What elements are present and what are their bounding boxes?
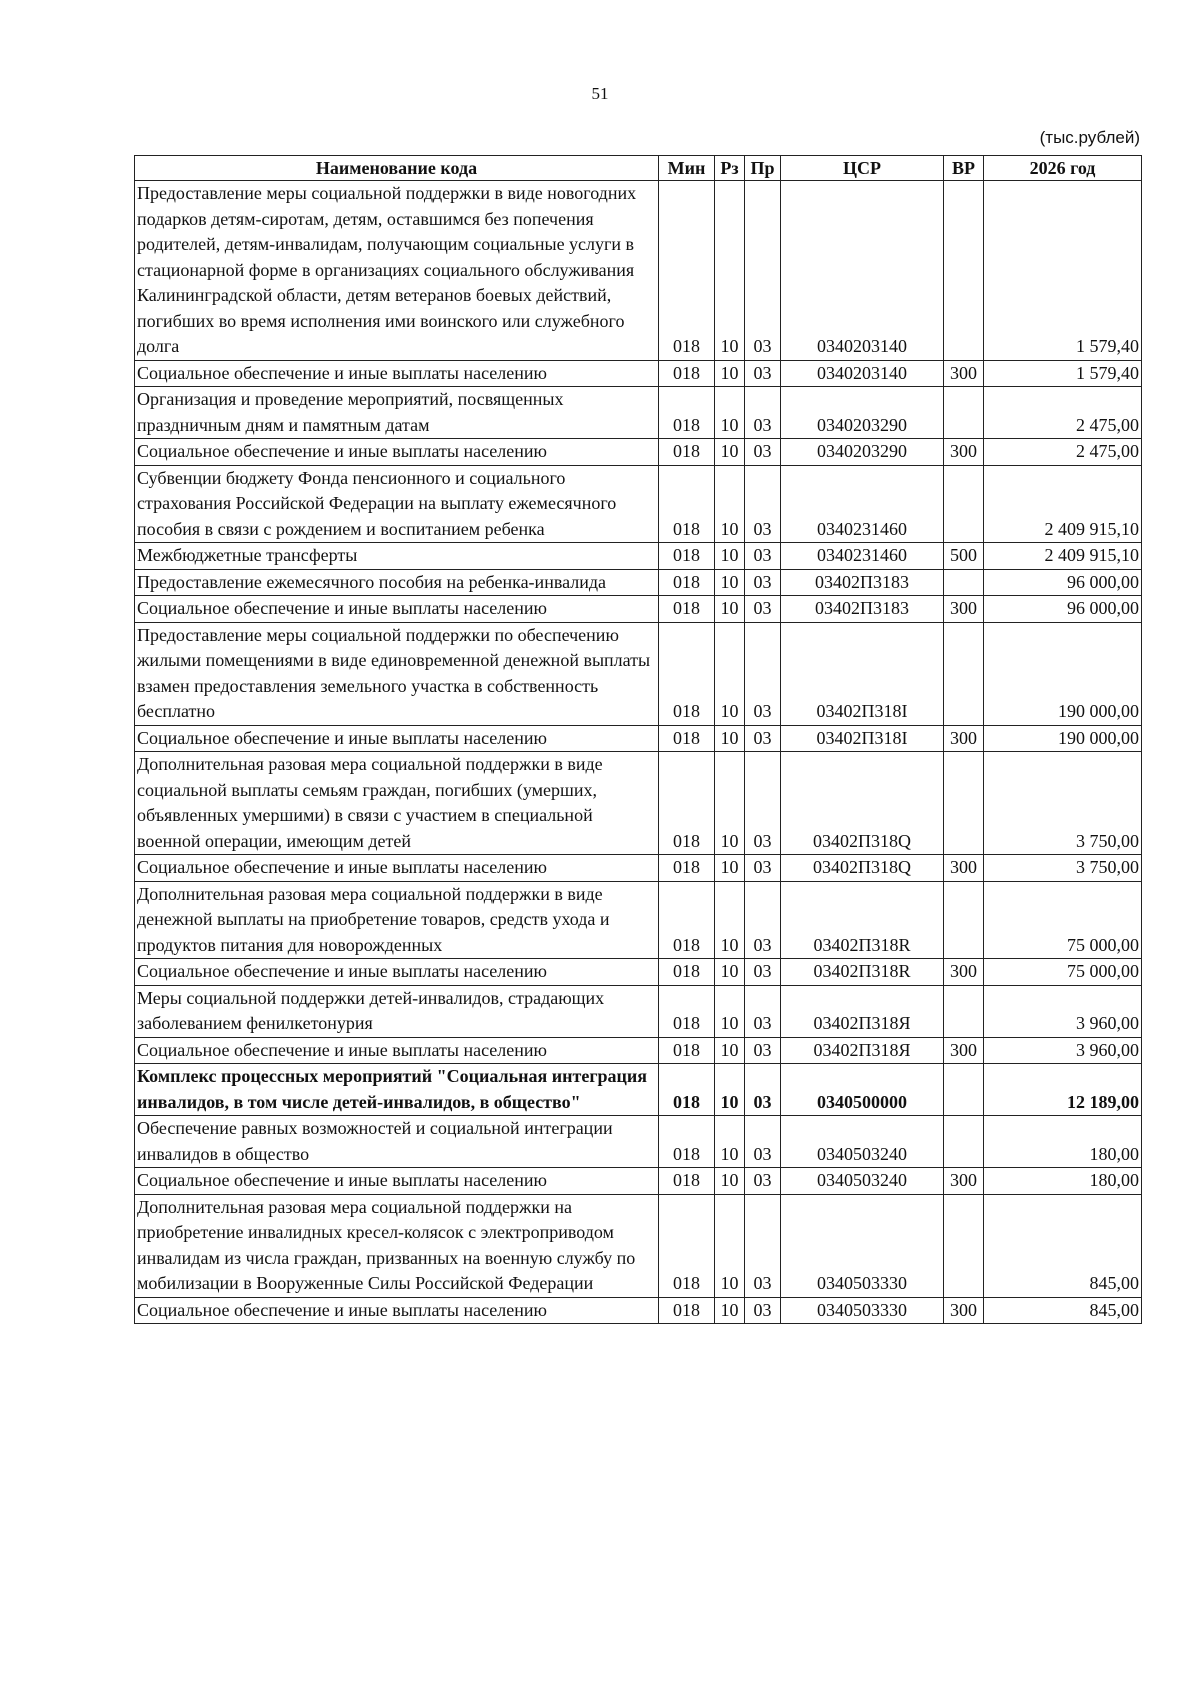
cell-rz: 10 bbox=[715, 1064, 745, 1116]
cell-csr: 03402П3183 bbox=[781, 569, 944, 596]
cell-min: 018 bbox=[659, 543, 715, 570]
table-row bbox=[135, 543, 1142, 570]
cell-amount: 1 579,40 bbox=[984, 181, 1142, 361]
cell-rz: 10 bbox=[715, 855, 745, 882]
cell-csr: 0340503240 bbox=[781, 1116, 944, 1168]
cell-csr: 03402П318R bbox=[781, 881, 944, 959]
cell-name: Социальное обеспечение и иные выплаты населению bbox=[135, 439, 659, 466]
table-row bbox=[135, 1297, 1142, 1324]
table-row bbox=[135, 181, 1142, 361]
cell-pr: 03 bbox=[745, 1168, 781, 1195]
cell-min: 018 bbox=[659, 569, 715, 596]
cell-rz: 10 bbox=[715, 465, 745, 543]
cell-min: 018 bbox=[659, 1037, 715, 1064]
cell-min: 018 bbox=[659, 1168, 715, 1195]
units-label: (тыс.рублей) bbox=[1039, 128, 1140, 147]
cell-vr bbox=[944, 622, 984, 725]
cell-pr: 03 bbox=[745, 181, 781, 361]
cell-vr bbox=[944, 752, 984, 855]
cell-amount: 2 409 915,10 bbox=[984, 543, 1142, 570]
cell-vr: 300 bbox=[944, 725, 984, 752]
table-row bbox=[135, 959, 1142, 986]
table-row bbox=[135, 725, 1142, 752]
cell-rz: 10 bbox=[715, 543, 745, 570]
cell-pr: 03 bbox=[745, 959, 781, 986]
table-row bbox=[135, 1168, 1142, 1195]
cell-csr: 03402П318R bbox=[781, 959, 944, 986]
cell-vr: 300 bbox=[944, 360, 984, 387]
cell-rz: 10 bbox=[715, 959, 745, 986]
cell-pr: 03 bbox=[745, 985, 781, 1037]
cell-amount: 3 960,00 bbox=[984, 1037, 1142, 1064]
cell-rz: 10 bbox=[715, 985, 745, 1037]
cell-pr: 03 bbox=[745, 387, 781, 439]
cell-rz: 10 bbox=[715, 1194, 745, 1297]
cell-name: Обеспечение равных возможностей и социальной интеграции инвалидов в общество bbox=[135, 1116, 659, 1168]
cell-name: Меры социальной поддержки детей-инвалидов, страдающих заболеванием фенилкетонурия bbox=[135, 985, 659, 1037]
cell-csr: 0340231460 bbox=[781, 465, 944, 543]
cell-rz: 10 bbox=[715, 1168, 745, 1195]
cell-name: Социальное обеспечение и иные выплаты населению bbox=[135, 360, 659, 387]
cell-amount: 12 189,00 bbox=[984, 1064, 1142, 1116]
cell-pr: 03 bbox=[745, 543, 781, 570]
cell-csr: 03402П318Q bbox=[781, 752, 944, 855]
cell-amount: 190 000,00 bbox=[984, 725, 1142, 752]
cell-name: Социальное обеспечение и иные выплаты населению bbox=[135, 855, 659, 882]
cell-csr: 03402П318Q bbox=[781, 855, 944, 882]
cell-amount: 845,00 bbox=[984, 1194, 1142, 1297]
cell-vr bbox=[944, 985, 984, 1037]
cell-pr: 03 bbox=[745, 1116, 781, 1168]
cell-amount: 75 000,00 bbox=[984, 959, 1142, 986]
cell-csr: 0340503330 bbox=[781, 1194, 944, 1297]
cell-vr: 300 bbox=[944, 855, 984, 882]
cell-min: 018 bbox=[659, 596, 715, 623]
table-row bbox=[135, 360, 1142, 387]
cell-vr bbox=[944, 1194, 984, 1297]
cell-pr: 03 bbox=[745, 855, 781, 882]
cell-rz: 10 bbox=[715, 1297, 745, 1324]
cell-pr: 03 bbox=[745, 1037, 781, 1064]
header-pr: Пр bbox=[745, 156, 781, 181]
cell-min: 018 bbox=[659, 881, 715, 959]
cell-rz: 10 bbox=[715, 439, 745, 466]
cell-min: 018 bbox=[659, 959, 715, 986]
cell-min: 018 bbox=[659, 1194, 715, 1297]
cell-amount: 3 960,00 bbox=[984, 985, 1142, 1037]
table-row bbox=[135, 569, 1142, 596]
table-row bbox=[135, 752, 1142, 855]
table-row bbox=[135, 622, 1142, 725]
cell-csr: 0340203290 bbox=[781, 387, 944, 439]
cell-csr: 0340203140 bbox=[781, 360, 944, 387]
cell-csr: 03402П318I bbox=[781, 725, 944, 752]
cell-name: Межбюджетные трансферты bbox=[135, 543, 659, 570]
page-number: 51 bbox=[591, 84, 609, 103]
cell-amount: 190 000,00 bbox=[984, 622, 1142, 725]
cell-vr: 300 bbox=[944, 959, 984, 986]
cell-pr: 03 bbox=[745, 439, 781, 466]
cell-pr: 03 bbox=[745, 360, 781, 387]
cell-amount: 180,00 bbox=[984, 1168, 1142, 1195]
cell-min: 018 bbox=[659, 855, 715, 882]
cell-min: 018 bbox=[659, 725, 715, 752]
cell-csr: 0340203140 bbox=[781, 181, 944, 361]
header-rz: Рз bbox=[715, 156, 745, 181]
cell-pr: 03 bbox=[745, 596, 781, 623]
cell-rz: 10 bbox=[715, 181, 745, 361]
cell-rz: 10 bbox=[715, 596, 745, 623]
cell-pr: 03 bbox=[745, 569, 781, 596]
cell-csr: 03402П3183 bbox=[781, 596, 944, 623]
table-row bbox=[135, 387, 1142, 439]
cell-min: 018 bbox=[659, 985, 715, 1037]
cell-name: Субвенции бюджету Фонда пенсионного и социального страхования Российской Федерации на выплату ежемесячного пособия в связи с рождением и воспитанием ребенка bbox=[135, 465, 659, 543]
table-row bbox=[135, 465, 1142, 543]
cell-amount: 180,00 bbox=[984, 1116, 1142, 1168]
header-year: 2026 год bbox=[984, 156, 1142, 181]
cell-rz: 10 bbox=[715, 622, 745, 725]
cell-name: Организация и проведение мероприятий, посвященных праздничным дням и памятным датам bbox=[135, 387, 659, 439]
header-row bbox=[135, 156, 1142, 181]
cell-csr: 0340203290 bbox=[781, 439, 944, 466]
cell-csr: 0340500000 bbox=[781, 1064, 944, 1116]
cell-rz: 10 bbox=[715, 752, 745, 855]
cell-csr: 0340503240 bbox=[781, 1168, 944, 1195]
cell-name: Социальное обеспечение и иные выплаты населению bbox=[135, 959, 659, 986]
table-row bbox=[135, 1116, 1142, 1168]
cell-pr: 03 bbox=[745, 465, 781, 543]
budget-table bbox=[134, 155, 1142, 1324]
cell-rz: 10 bbox=[715, 1037, 745, 1064]
cell-name: Дополнительная разовая мера социальной поддержки на приобретение инвалидных кресел-колясок с электроприводом инвалидам из числа граждан, призванных на военную службу по мобилизации в Вооруженные Силы Российской Федерации bbox=[135, 1194, 659, 1297]
cell-name: Социальное обеспечение и иные выплаты населению bbox=[135, 1297, 659, 1324]
cell-name: Предоставление меры социальной поддержки в виде новогодних подарков детям-сиротам, детям, оставшимся без попечения родителей, детям-инвалидам, получающим социальные услуги в стационарной форме в организациях социального обслуживания Калининградской области, детям ветеранов боевых действий, погибших во время исполнения ими воинского или служебного долга bbox=[135, 181, 659, 361]
cell-min: 018 bbox=[659, 465, 715, 543]
cell-rz: 10 bbox=[715, 725, 745, 752]
cell-name: Дополнительная разовая мера социальной поддержки в виде социальной выплаты семьям граждан, погибших (умерших, объявленных умершими) в связи с участием в специальной военной операции, имеющим детей bbox=[135, 752, 659, 855]
cell-name: Предоставление ежемесячного пособия на ребенка-инвалида bbox=[135, 569, 659, 596]
cell-amount: 3 750,00 bbox=[984, 855, 1142, 882]
cell-amount: 96 000,00 bbox=[984, 596, 1142, 623]
cell-vr bbox=[944, 181, 984, 361]
cell-amount: 2 475,00 bbox=[984, 387, 1142, 439]
table-row bbox=[135, 1194, 1142, 1297]
cell-vr: 300 bbox=[944, 1297, 984, 1324]
table-row bbox=[135, 1064, 1142, 1116]
cell-pr: 03 bbox=[745, 1194, 781, 1297]
cell-csr: 0340503330 bbox=[781, 1297, 944, 1324]
cell-amount: 2 475,00 bbox=[984, 439, 1142, 466]
cell-vr: 300 bbox=[944, 1168, 984, 1195]
cell-vr bbox=[944, 465, 984, 543]
cell-vr: 300 bbox=[944, 1037, 984, 1064]
cell-min: 018 bbox=[659, 1297, 715, 1324]
cell-amount: 1 579,40 bbox=[984, 360, 1142, 387]
header-min: Мин bbox=[659, 156, 715, 181]
cell-vr bbox=[944, 387, 984, 439]
cell-amount: 96 000,00 bbox=[984, 569, 1142, 596]
cell-name: Комплекс процессных мероприятий "Социальная интеграция инвалидов, в том числе детей-инвалидов, в общество" bbox=[135, 1064, 659, 1116]
cell-pr: 03 bbox=[745, 725, 781, 752]
table-row bbox=[135, 1037, 1142, 1064]
header-csr: ЦСР bbox=[781, 156, 944, 181]
cell-csr: 03402П318Я bbox=[781, 1037, 944, 1064]
cell-pr: 03 bbox=[745, 881, 781, 959]
cell-amount: 75 000,00 bbox=[984, 881, 1142, 959]
cell-csr: 03402П318Я bbox=[781, 985, 944, 1037]
cell-min: 018 bbox=[659, 181, 715, 361]
cell-pr: 03 bbox=[745, 1064, 781, 1116]
cell-name: Социальное обеспечение и иные выплаты населению bbox=[135, 596, 659, 623]
header-vr: ВР bbox=[944, 156, 984, 181]
table-row bbox=[135, 855, 1142, 882]
table-row bbox=[135, 596, 1142, 623]
cell-rz: 10 bbox=[715, 1116, 745, 1168]
cell-name: Социальное обеспечение и иные выплаты населению bbox=[135, 725, 659, 752]
cell-min: 018 bbox=[659, 360, 715, 387]
cell-vr bbox=[944, 569, 984, 596]
table-row bbox=[135, 985, 1142, 1037]
cell-rz: 10 bbox=[715, 881, 745, 959]
cell-csr: 03402П318I bbox=[781, 622, 944, 725]
cell-min: 018 bbox=[659, 622, 715, 725]
table-row bbox=[135, 439, 1142, 466]
cell-pr: 03 bbox=[745, 622, 781, 725]
cell-pr: 03 bbox=[745, 1297, 781, 1324]
table-row bbox=[135, 881, 1142, 959]
cell-pr: 03 bbox=[745, 752, 781, 855]
cell-rz: 10 bbox=[715, 569, 745, 596]
cell-name: Дополнительная разовая мера социальной поддержки в виде денежной выплаты на приобретение товаров, средств ухода и продуктов питания для новорожденных bbox=[135, 881, 659, 959]
cell-vr bbox=[944, 881, 984, 959]
cell-min: 018 bbox=[659, 752, 715, 855]
cell-vr: 500 bbox=[944, 543, 984, 570]
cell-min: 018 bbox=[659, 1064, 715, 1116]
cell-amount: 3 750,00 bbox=[984, 752, 1142, 855]
cell-vr bbox=[944, 1064, 984, 1116]
cell-name: Предоставление меры социальной поддержки по обеспечению жилыми помещениями в виде единовременной денежной выплаты взамен предоставления земельного участка в собственность бесплатно bbox=[135, 622, 659, 725]
cell-rz: 10 bbox=[715, 360, 745, 387]
cell-name: Социальное обеспечение и иные выплаты населению bbox=[135, 1168, 659, 1195]
cell-vr: 300 bbox=[944, 439, 984, 466]
cell-min: 018 bbox=[659, 387, 715, 439]
cell-amount: 845,00 bbox=[984, 1297, 1142, 1324]
cell-name: Социальное обеспечение и иные выплаты населению bbox=[135, 1037, 659, 1064]
cell-vr: 300 bbox=[944, 596, 984, 623]
cell-vr bbox=[944, 1116, 984, 1168]
cell-amount: 2 409 915,10 bbox=[984, 465, 1142, 543]
cell-min: 018 bbox=[659, 439, 715, 466]
header-name: Наименование кода bbox=[135, 156, 659, 181]
cell-rz: 10 bbox=[715, 387, 745, 439]
cell-csr: 0340231460 bbox=[781, 543, 944, 570]
cell-min: 018 bbox=[659, 1116, 715, 1168]
